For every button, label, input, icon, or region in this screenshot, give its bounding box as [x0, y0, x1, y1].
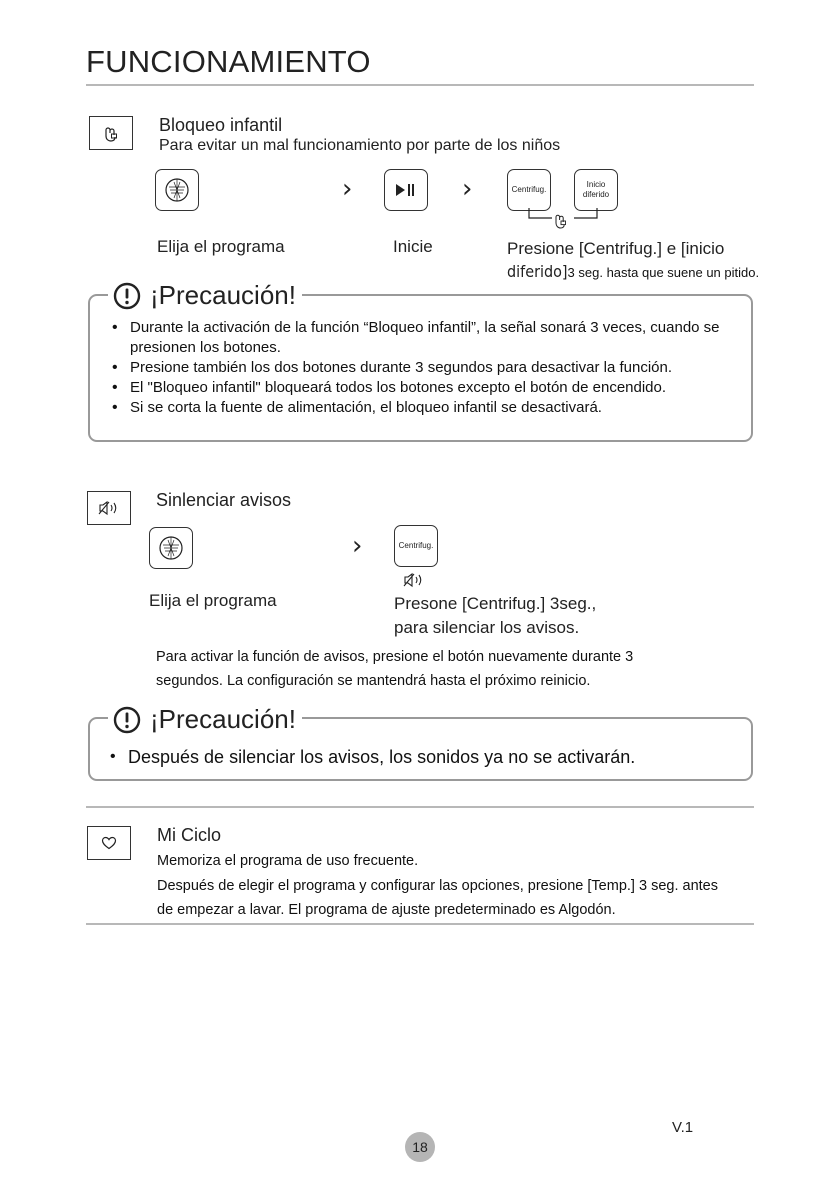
mute-icon-box — [87, 491, 131, 525]
child-lock-icon — [556, 215, 566, 228]
spin-button-label: Centrifug. — [398, 541, 434, 550]
mute-icon — [403, 572, 427, 588]
delay-start-button[interactable] — [574, 169, 618, 211]
step-press-combo-line2: diferido]3 seg. hasta que suene un pitido. — [507, 262, 760, 281]
start-pause-button[interactable] — [384, 169, 428, 211]
page-title: FUNCIONAMIENTO — [86, 44, 371, 79]
step-start: Inicie — [393, 237, 433, 256]
mute-icon — [98, 500, 120, 516]
combo-bracket — [528, 208, 598, 230]
my-cycle-title: Mi Ciclo — [157, 825, 222, 845]
step-press-spin-line2: para silenciar los avisos. — [394, 618, 580, 637]
caution-item: • El "Bloqueo infantil" bloqueará todos los botones excepto el botón de encendido. — [106, 378, 746, 398]
heart-icon-box — [87, 826, 131, 860]
caution-item: • Presione también los dos botones durante 3 segundos para desactivar la función. — [106, 358, 746, 378]
my-cycle-line1: Memoriza el programa de uso frecuente. — [157, 853, 419, 869]
title-divider — [86, 84, 754, 86]
program-dial-button[interactable] — [149, 527, 193, 569]
caution-item: • Durante la activación de la función “Bloqueo infantil”, la señal sonará 3 veces, cuando se presionen los botones. — [106, 318, 746, 358]
chevron-right-icon: › — [342, 174, 353, 204]
caution-item: • Si se corta la fuente de alimentación, el bloqueo infantil se desactivará. — [106, 398, 746, 418]
silence-title: Sinlenciar avisos — [156, 490, 292, 510]
caution-list — [106, 318, 746, 418]
warning-icon — [112, 281, 142, 311]
section-divider — [86, 806, 754, 808]
section-divider — [86, 923, 754, 925]
child-lock-icon-box — [89, 116, 133, 150]
delay-start-label: Inicio diferido — [582, 180, 610, 199]
caution-list — [104, 745, 744, 769]
chevron-right-icon: › — [462, 174, 473, 204]
step-select-program: Elija el programa — [157, 237, 285, 256]
silence-note-line1: Para activar la función de avisos, presione el botón nuevamente durante 3 — [156, 649, 634, 665]
page-number: 18 — [405, 1132, 435, 1162]
program-dial-icon — [156, 533, 186, 563]
program-dial-button[interactable] — [155, 169, 199, 211]
step-press-spin-line1: Presone [Centrifug.] 3seg., — [394, 594, 597, 613]
program-dial-icon — [162, 175, 192, 205]
child-lock-title: Bloqueo infantil — [159, 115, 283, 135]
chevron-right-icon: › — [352, 531, 363, 561]
spin-button-label: Centrifug. — [511, 185, 547, 194]
step-press-combo-line1: Presione [Centrifug.] e [inicio — [507, 239, 725, 258]
spin-button[interactable] — [394, 525, 438, 567]
spin-button[interactable] — [507, 169, 551, 211]
caution-heading: ¡Precaución! — [108, 704, 302, 735]
my-cycle-line3: de empezar a lavar. El programa de ajuste predeterminado es Algodón. — [157, 902, 616, 918]
silence-note-line2: segundos. La configuración se mantendrá hasta el próximo reinicio. — [156, 673, 591, 689]
child-lock-subtitle: Para evitar un mal funcionamiento por parte de los niños — [159, 137, 561, 154]
heart-icon — [101, 836, 117, 850]
my-cycle-line2: Después de elegir el programa y configurar las opciones, presione [Temp.] 3 seg. antes — [157, 878, 718, 894]
play-pause-icon — [393, 182, 419, 198]
caution-item: • Después de silenciar los avisos, los sonidos ya no se activarán. — [104, 745, 744, 769]
version-label: V.1 — [672, 1119, 694, 1136]
caution-heading: ¡Precaución! — [108, 280, 302, 311]
warning-icon — [112, 705, 142, 735]
step-select-program: Elija el programa — [149, 591, 277, 610]
child-lock-icon — [101, 123, 121, 143]
